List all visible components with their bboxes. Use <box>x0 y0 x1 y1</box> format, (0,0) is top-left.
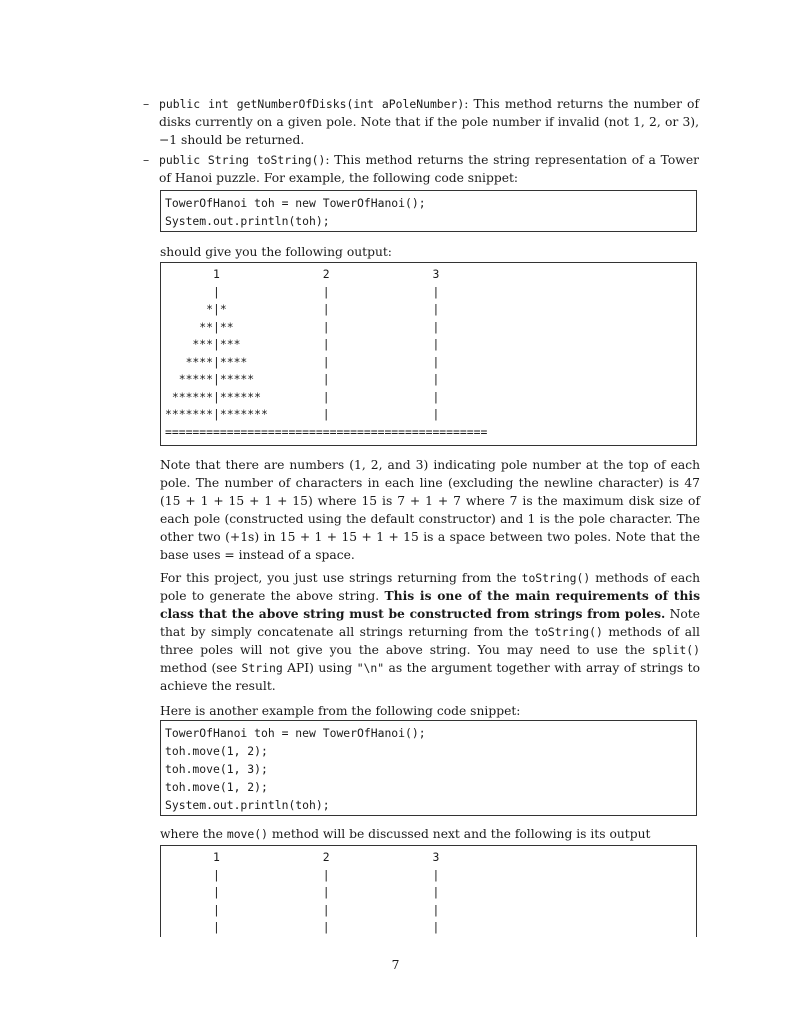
code-snippet-1 <box>160 190 697 232</box>
text-run: Note that by simply concatenate all strings returning from the <box>160 607 701 639</box>
project-paragraph <box>160 569 700 695</box>
code-snippet-text: TowerOfHanoi toh = new TowerOfHanoi(); System.out.println(toh); <box>165 196 426 228</box>
text-run: as the argument together with array of strings to achieve the result. <box>160 661 700 693</box>
page-number: 7 <box>391 958 400 972</box>
inline-code: String <box>241 661 283 675</box>
output-intro: should give you the following output: <box>160 245 392 259</box>
bullet-dash: – <box>143 97 150 111</box>
bullet-dash: – <box>143 153 150 167</box>
code-snippet-text: TowerOfHanoi toh = new TowerOfHanoi(); toh.move(1, 2); toh.move(1, 3); toh.move(1, 2); System.out.println(toh); <box>165 726 426 812</box>
bullet-get-number-of-disks <box>143 95 699 149</box>
inline-code: move() <box>226 827 268 841</box>
bullet-description: : This method returns the number of disks currently on a given pole. Note that if the pole number if invalid (not 1, 2, or 3), −1 should be returned. <box>159 97 699 147</box>
inline-code: toString() <box>521 571 591 585</box>
method-signature: public int getNumberOfDisks(int aPoleNumber) <box>159 97 465 111</box>
another-example-text: Here is another example from the following code snippet: <box>160 704 521 718</box>
text-run: method will be discussed next and the following is its output <box>268 827 651 841</box>
bullet-to-string <box>143 151 699 187</box>
method-signature: public String toString() <box>159 153 326 167</box>
bold-requirement: This is one of the main requirements of this class that the above string must be constructed from strings from poles. <box>160 588 700 621</box>
text-run: methods of each pole to generate the above string. <box>160 571 701 603</box>
text-run: methods of all three poles will not give you the above string. You may need to use the <box>160 625 700 657</box>
bullet-description: : This method returns the string representation of a Tower of Hanoi puzzle. For example, the following code snippet: <box>159 153 699 185</box>
output-box-2 <box>160 845 697 937</box>
output-text: 1 2 3 | | | | | | | | | | | | <box>213 850 440 934</box>
where-paragraph <box>160 825 700 843</box>
output-text: 1 2 3 | | | *|* | | **|** | | ***|*** | | ****|**** | | *****|***** | | ******|****** | | *******|******* | | =============================================== <box>165 267 488 439</box>
text-run: API) using <box>282 661 357 675</box>
text-run: where the <box>160 827 227 841</box>
text-run: method (see <box>160 661 242 675</box>
inline-code: split() <box>651 643 700 657</box>
note-paragraph: Note that there are numbers (1, 2, and 3) indicating pole number at the top of each pole. The number of characters in each line (excluding the newline character) is 47 (15 + 1 + 15 + 1 + 15) where 15 is 7 + 1 + 7 where 7 is the maximum disk size of each pole (constructed using the default constructor) and 1 is the pole character. The other two (+1s) in 15 + 1 + 15 + 1 + 15 is a space between two poles. Note that the base uses = instead of a space. <box>160 458 700 562</box>
inline-code: toString() <box>534 625 603 639</box>
text-run: For this project, you just use strings returning from the <box>160 571 522 585</box>
output-box-1 <box>160 262 697 446</box>
inline-code: "\n" <box>356 661 385 675</box>
code-snippet-2 <box>160 720 697 816</box>
